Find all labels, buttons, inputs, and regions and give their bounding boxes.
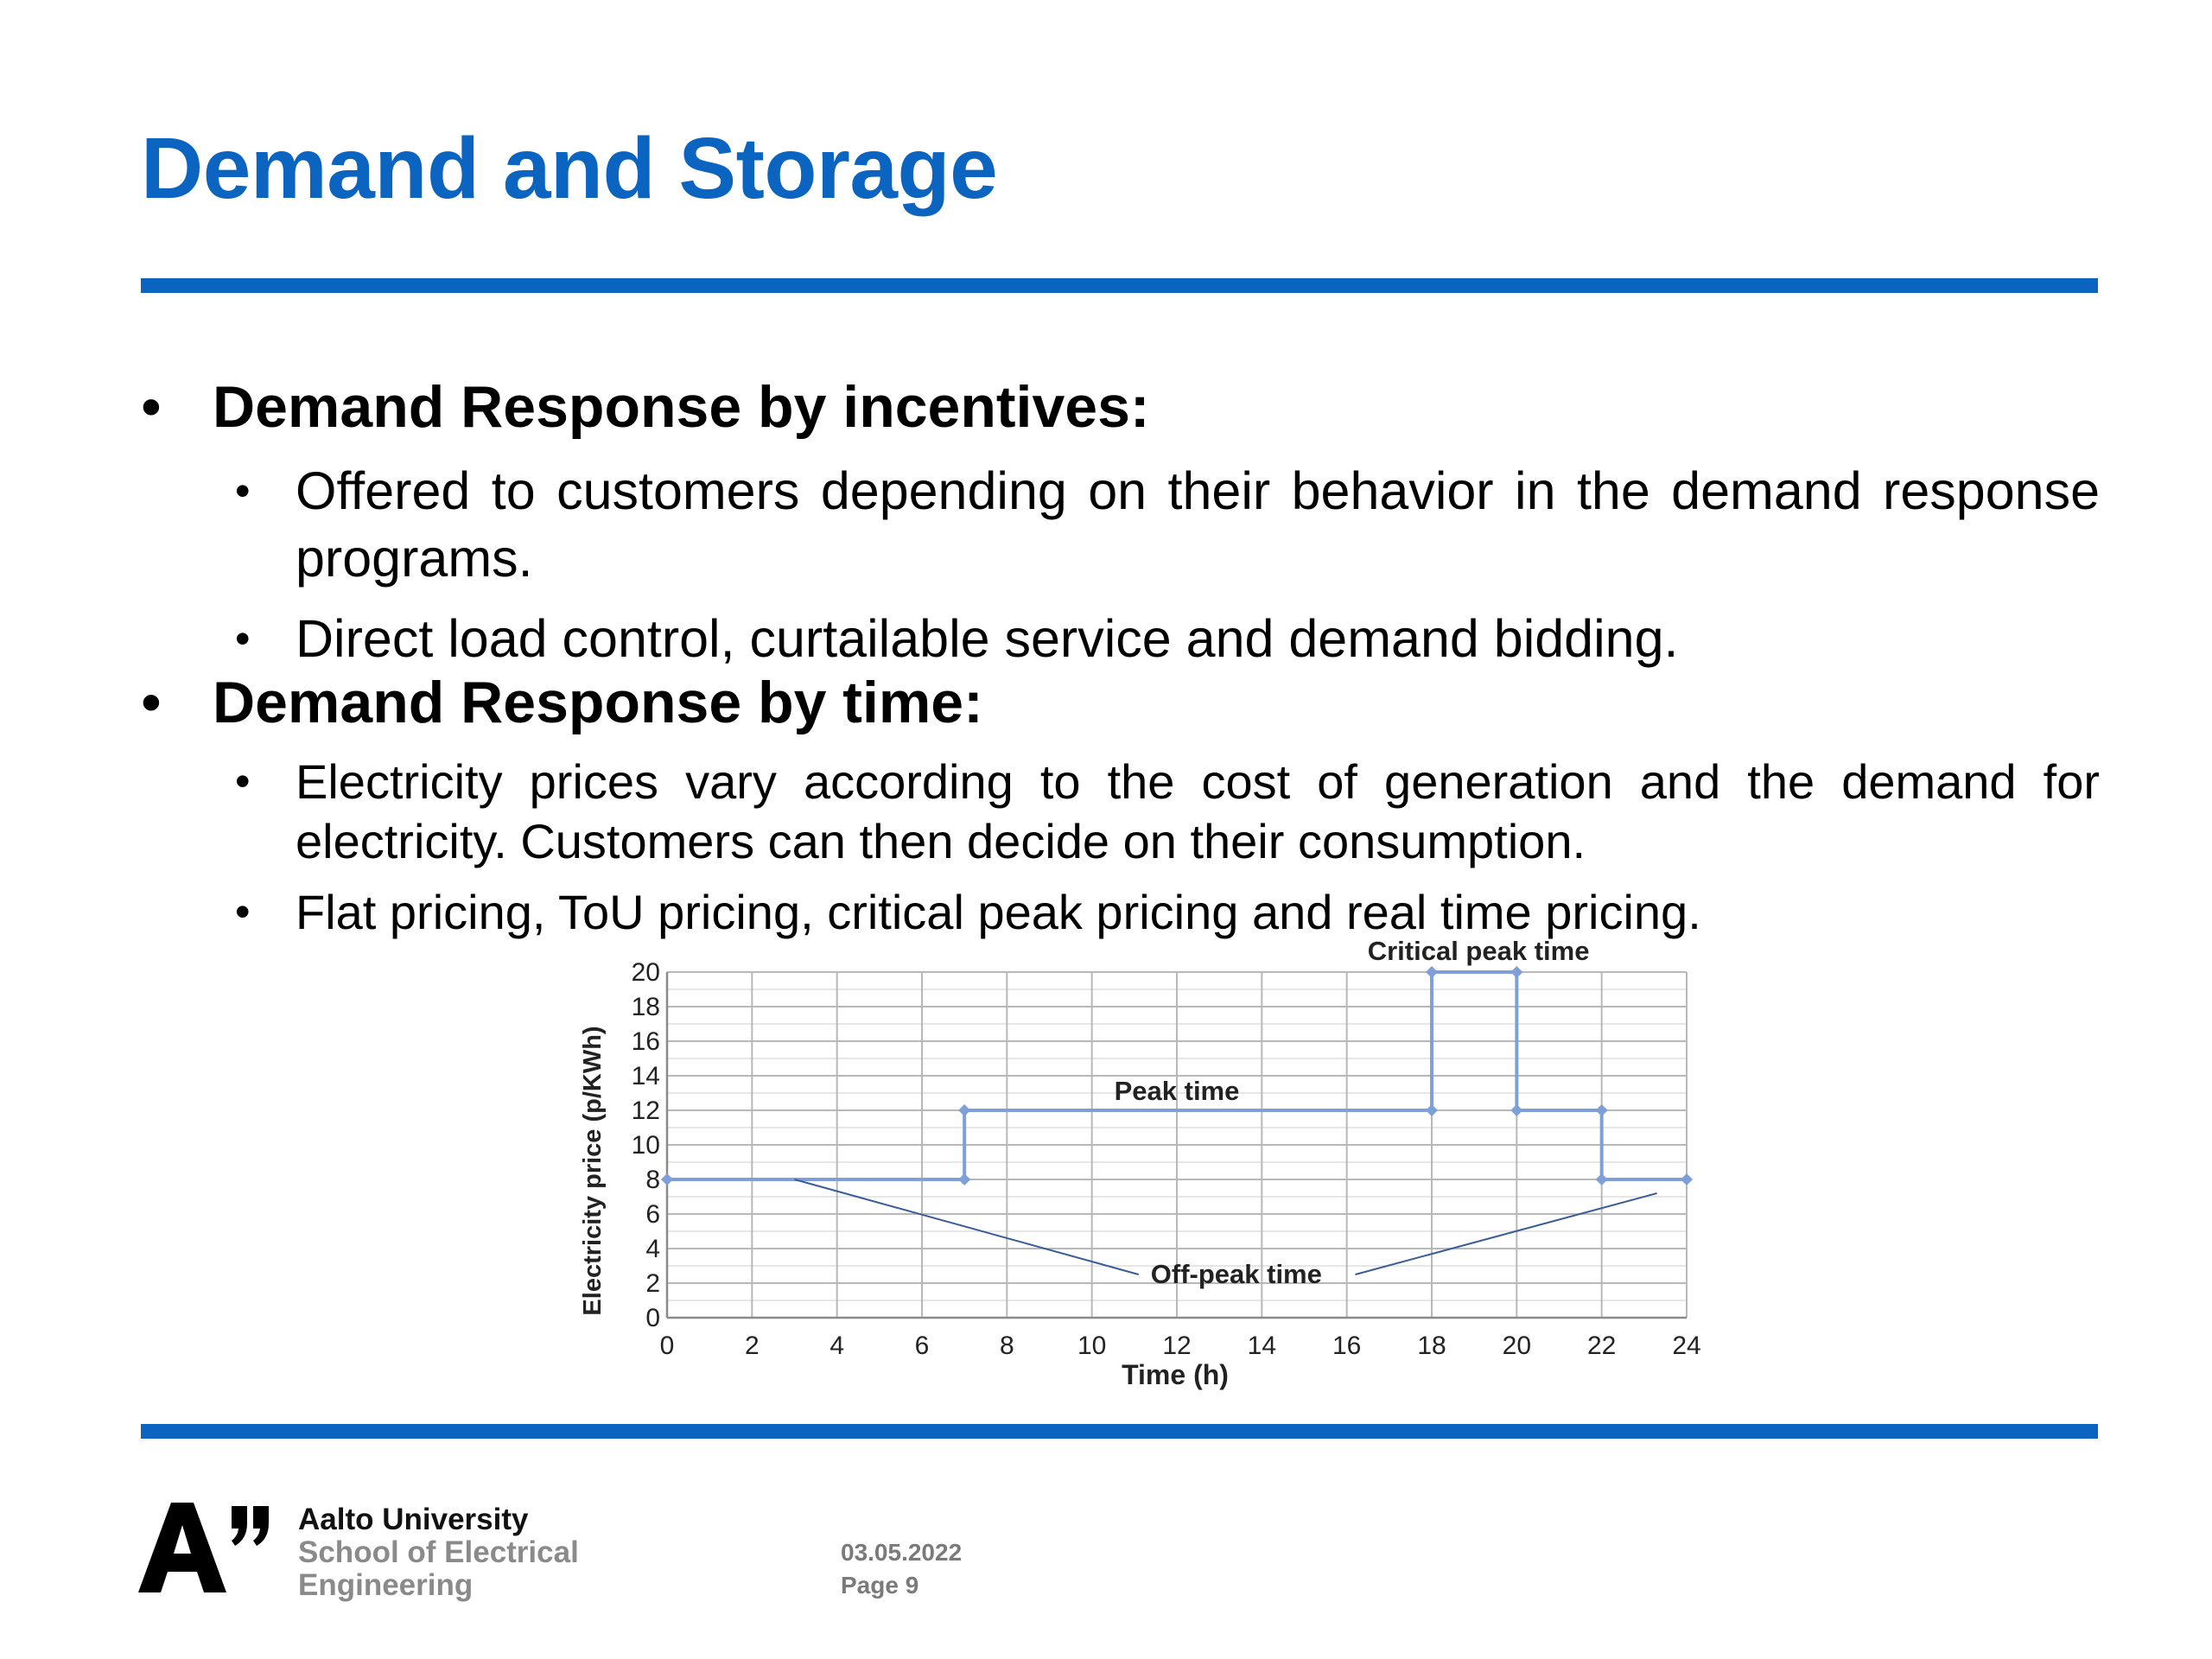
x-tick-label: 24: [1672, 1332, 1701, 1360]
y-axis-label: Electricity price (p/KWh): [579, 1026, 607, 1316]
bullet-heading: Demand Response by time:: [213, 670, 983, 735]
x-tick-label: 2: [744, 1332, 760, 1360]
price-chart: [562, 925, 1728, 1413]
x-tick-label: 10: [1077, 1332, 1107, 1360]
data-point: [958, 1173, 970, 1185]
bullet-dot: •: [235, 757, 251, 805]
bullet-dot: •: [235, 467, 251, 515]
x-axis-label: Time (h): [1122, 1359, 1229, 1390]
bullet-dot: •: [235, 614, 251, 663]
slide-title: Demand and Storage: [141, 120, 998, 217]
y-tick-label: 20: [631, 958, 660, 987]
footer-divider: [141, 1424, 2098, 1439]
data-point: [958, 1104, 970, 1116]
x-tick-label: 4: [830, 1332, 845, 1360]
sub-bullet-text: Direct load control, curtailable service and demand bidding.: [296, 609, 1679, 668]
y-tick-label: 18: [631, 993, 660, 1021]
data-point: [1510, 966, 1522, 978]
y-tick-label: 12: [631, 1096, 660, 1125]
school-name-line1: School of Electrical: [298, 1535, 579, 1569]
sub-bullet-text: Electricity prices vary according to the cost of generation and the demand for electricity. Customers can then decide on their consumption.: [296, 754, 2100, 868]
footer-meta: [841, 1536, 962, 1602]
bullet-dot: •: [141, 374, 162, 440]
sub-bullet-text: Flat pricing, ToU pricing, critical peak pricing and real time pricing.: [296, 885, 1701, 939]
data-point: [1681, 1173, 1693, 1185]
annotation-off-peak-time: Off-peak time: [1150, 1259, 1322, 1289]
slide-date: 03.05.2022: [841, 1539, 963, 1566]
y-tick-label: 6: [645, 1200, 660, 1229]
x-tick-label: 22: [1586, 1332, 1617, 1360]
data-point: [1596, 1173, 1608, 1185]
university-name: Aalto University: [298, 1503, 529, 1536]
aalto-logo: [138, 1499, 276, 1599]
y-tick-label: 14: [631, 1062, 660, 1090]
x-tick-label: 6: [914, 1332, 930, 1360]
title-divider: [141, 278, 2098, 293]
bullet-dot: •: [235, 887, 251, 936]
x-tick-label: 12: [1162, 1332, 1192, 1360]
y-tick-label: 0: [645, 1304, 660, 1332]
off-peak-leader-right: [1356, 1193, 1657, 1274]
y-tick-label: 8: [645, 1166, 660, 1194]
sub-bullet-text: Offered to customers depending on their behavior in the demand response programs.: [296, 461, 2100, 588]
university-block: [298, 1503, 579, 1602]
x-tick-label: 16: [1332, 1332, 1362, 1360]
y-tick-label: 16: [631, 1027, 660, 1056]
page-number: Page 9: [841, 1572, 919, 1599]
off-peak-leader-left: [795, 1179, 1139, 1274]
y-tick-label: 10: [631, 1131, 660, 1160]
data-point: [661, 1173, 673, 1185]
data-point: [1426, 1104, 1438, 1116]
y-tick-label: 4: [645, 1235, 660, 1263]
x-tick-label: 8: [999, 1332, 1014, 1360]
school-name-line2: Engineering: [298, 1568, 474, 1602]
data-point: [1596, 1104, 1608, 1116]
data-point: [1510, 1104, 1522, 1116]
annotation-peak-time: Peak time: [1114, 1076, 1240, 1106]
x-tick-label: 0: [659, 1332, 675, 1360]
x-tick-label: 20: [1502, 1332, 1532, 1360]
aalto-logo-mark: [138, 1499, 276, 1594]
x-tick-label: 14: [1247, 1332, 1277, 1360]
x-tick-label: 18: [1417, 1332, 1446, 1360]
annotation-critical-peak-time: Critical peak time: [1367, 936, 1590, 966]
bullet-heading: Demand Response by incentives:: [213, 374, 1150, 440]
bullet-dot: •: [141, 670, 162, 735]
y-tick-label: 2: [645, 1269, 660, 1298]
data-point: [1426, 966, 1438, 978]
price-chart-svg: [562, 925, 1728, 1408]
